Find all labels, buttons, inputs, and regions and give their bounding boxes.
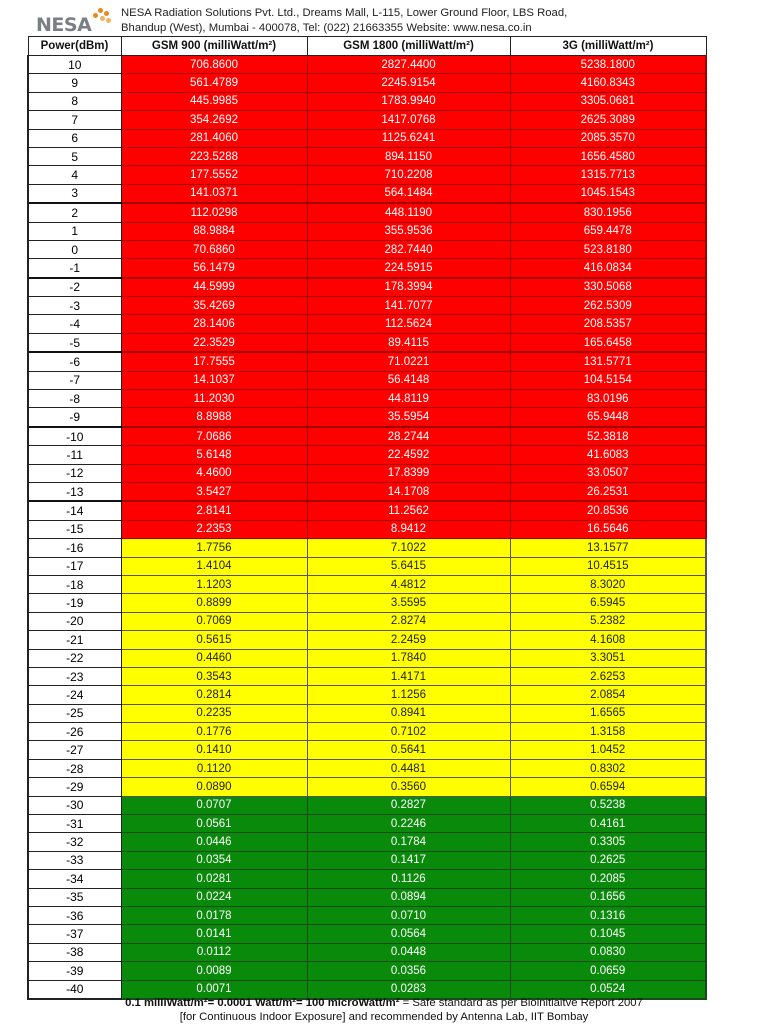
gsm1800-cell: 0.5641 [307,741,510,759]
table-row [28,667,706,685]
3g-cell: 0.1656 [510,888,706,906]
power-cell: -19 [28,594,121,612]
table-row [28,741,706,759]
power-cell: -28 [28,759,121,777]
gsm900-cell: 3.5427 [121,482,307,501]
gsm900-cell: 0.4460 [121,649,307,667]
gsm900-cell: 1.4104 [121,557,307,575]
gsm1800-cell: 89.4115 [307,333,510,352]
3g-cell: 65.9448 [510,408,706,427]
gsm1800-cell: 1783.9940 [307,92,510,110]
power-cell: -25 [28,704,121,722]
gsm1800-cell: 4.4812 [307,575,510,593]
3g-cell: 104.5154 [510,371,706,389]
power-cell: -10 [28,427,121,446]
power-cell: 1 [28,222,121,240]
gsm1800-cell: 224.5915 [307,259,510,278]
table-row [28,222,706,240]
gsm1800-cell: 710.2208 [307,166,510,184]
gsm900-cell: 141.0371 [121,184,307,203]
gsm1800-cell: 35.5954 [307,408,510,427]
3g-cell: 1045.1543 [510,184,706,203]
table-row [28,925,706,943]
gsm1800-cell: 0.2827 [307,796,510,814]
table-body [28,56,706,999]
table-row [28,203,706,222]
power-cell: -34 [28,870,121,888]
footer-standard-text: = Safe standard as per Bioinitiaitve Report 2007 [399,997,643,1009]
gsm900-cell: 14.1037 [121,371,307,389]
3g-cell: 0.2625 [510,851,706,869]
power-cell: -8 [28,390,121,408]
table-row [28,539,706,557]
gsm1800-cell: 2.8274 [307,612,510,630]
gsm900-cell: 8.8988 [121,408,307,427]
gsm900-cell: 561.4789 [121,74,307,92]
table-row [28,833,706,851]
3g-cell: 1.0452 [510,741,706,759]
gsm900-cell: 2.8141 [121,501,307,520]
gsm1800-cell: 0.0710 [307,906,510,924]
gsm900-cell: 7.0686 [121,427,307,446]
3g-cell: 0.5238 [510,796,706,814]
gsm1800-cell: 112.5624 [307,315,510,333]
gsm1800-cell: 1417.0768 [307,111,510,129]
gsm900-cell: 17.7555 [121,352,307,371]
power-cell: -13 [28,482,121,501]
power-cell: -20 [28,612,121,630]
3g-cell: 20.8536 [510,501,706,520]
3g-cell: 416.0834 [510,259,706,278]
table-row [28,723,706,741]
3g-cell: 1315.7713 [510,166,706,184]
3g-cell: 4.1608 [510,631,706,649]
3g-cell: 830.1956 [510,203,706,222]
power-cell: -36 [28,906,121,924]
gsm900-cell: 354.2692 [121,111,307,129]
3g-cell: 2.6253 [510,667,706,685]
table-row [28,129,706,147]
power-cell: 2 [28,203,121,222]
gsm1800-cell: 1125.6241 [307,129,510,147]
gsm1800-cell: 28.2744 [307,427,510,446]
table-row [28,56,706,74]
3g-cell: 8.3020 [510,575,706,593]
table-row [28,962,706,980]
power-cell: 5 [28,147,121,165]
table-row [28,704,706,722]
gsm900-cell: 177.5552 [121,166,307,184]
power-cell: -30 [28,796,121,814]
3g-cell: 523.8180 [510,240,706,258]
table-row [28,943,706,961]
table-row [28,333,706,352]
company-address [121,6,567,36]
gsm1800-cell: 2827.4400 [307,56,510,74]
power-cell: -31 [28,815,121,833]
3g-cell: 83.0196 [510,390,706,408]
3g-cell: 1.3158 [510,723,706,741]
gsm900-cell: 1.7756 [121,539,307,557]
gsm1800-cell: 355.9536 [307,222,510,240]
gsm1800-cell: 282.7440 [307,240,510,258]
gsm900-cell: 0.0141 [121,925,307,943]
power-cell: -6 [28,352,121,371]
3g-cell: 41.6083 [510,446,706,464]
gsm1800-cell: 0.1126 [307,870,510,888]
gsm900-cell: 56.1479 [121,259,307,278]
power-cell: 6 [28,129,121,147]
table-row [28,557,706,575]
power-cell: -27 [28,741,121,759]
power-cell: -17 [28,557,121,575]
table-row [28,408,706,427]
power-cell: -4 [28,315,121,333]
3g-cell: 16.5646 [510,520,706,538]
power-cell: -7 [28,371,121,389]
address-line-2: Bhandup (West), Mumbai - 400078, Tel: (022) 21663355 Website: www.nesa.co.in [121,22,532,34]
3g-cell: 2085.3570 [510,129,706,147]
table-row [28,631,706,649]
3g-cell: 1.6565 [510,704,706,722]
table-row [28,315,706,333]
gsm1800-cell: 56.4148 [307,371,510,389]
table-row [28,649,706,667]
power-density-table [27,36,707,1000]
logo-dots-icon [90,8,112,24]
gsm900-cell: 44.5999 [121,278,307,297]
gsm1800-cell: 17.8399 [307,464,510,482]
3g-cell: 262.5309 [510,297,706,315]
gsm1800-cell: 0.1417 [307,851,510,869]
3g-cell: 0.4161 [510,815,706,833]
table-row [28,390,706,408]
gsm900-cell: 0.1120 [121,759,307,777]
gsm900-cell: 5.6148 [121,446,307,464]
gsm1800-cell: 0.3560 [307,778,510,796]
gsm900-cell: 0.0224 [121,888,307,906]
gsm1800-cell: 71.0221 [307,352,510,371]
3g-cell: 6.5945 [510,594,706,612]
gsm900-cell: 0.7069 [121,612,307,630]
gsm900-cell: 0.2814 [121,686,307,704]
power-cell: -21 [28,631,121,649]
3g-cell: 0.3305 [510,833,706,851]
power-cell: 4 [28,166,121,184]
3g-cell: 52.3818 [510,427,706,446]
gsm1800-cell: 14.1708 [307,482,510,501]
gsm900-cell: 22.3529 [121,333,307,352]
gsm900-cell: 0.8899 [121,594,307,612]
gsm1800-cell: 7.1022 [307,539,510,557]
power-cell: -12 [28,464,121,482]
table-row [28,575,706,593]
3g-cell: 33.0507 [510,464,706,482]
table-row [28,427,706,446]
table-row [28,278,706,297]
gsm900-cell: 0.1776 [121,723,307,741]
gsm1800-cell: 3.5595 [307,594,510,612]
gsm1800-cell: 0.0448 [307,943,510,961]
gsm1800-cell: 0.8941 [307,704,510,722]
3g-cell: 0.6594 [510,778,706,796]
power-cell: -38 [28,943,121,961]
power-cell: -18 [28,575,121,593]
gsm900-cell: 0.0561 [121,815,307,833]
table-row [28,759,706,777]
gsm900-cell: 0.5615 [121,631,307,649]
3g-cell: 330.5068 [510,278,706,297]
power-cell: -32 [28,833,121,851]
gsm1800-cell: 894.1150 [307,147,510,165]
gsm1800-cell: 1.1256 [307,686,510,704]
gsm900-cell: 0.0089 [121,962,307,980]
3g-cell: 0.0524 [510,980,706,999]
power-cell: -23 [28,667,121,685]
table-row [28,870,706,888]
table-row [28,147,706,165]
table-row [28,594,706,612]
gsm900-cell: 0.3543 [121,667,307,685]
table-row [28,906,706,924]
gsm900-cell: 281.4060 [121,129,307,147]
gsm900-cell: 112.0298 [121,203,307,222]
3g-cell: 10.4515 [510,557,706,575]
3g-cell: 659.4478 [510,222,706,240]
gsm900-cell: 0.0707 [121,796,307,814]
gsm900-cell: 0.0281 [121,870,307,888]
power-cell: 8 [28,92,121,110]
footer-unit-equivalence: 0.1 milliWatt/m²= 0.0001 Watt/m²= 100 microWatt/m² [125,997,400,1009]
power-cell: -2 [28,278,121,297]
gsm1800-cell: 0.0894 [307,888,510,906]
power-cell: -1 [28,259,121,278]
logo-text: NESA [36,14,92,36]
gsm900-cell: 2.2353 [121,520,307,538]
table-row [28,501,706,520]
gsm1800-cell: 0.4481 [307,759,510,777]
gsm1800-cell: 178.3994 [307,278,510,297]
3g-cell: 5238.1800 [510,56,706,74]
gsm900-cell: 0.0112 [121,943,307,961]
gsm1800-cell: 2.2459 [307,631,510,649]
table-row [28,778,706,796]
gsm1800-cell: 0.0283 [307,980,510,999]
gsm1800-cell: 2245.9154 [307,74,510,92]
gsm1800-cell: 0.0564 [307,925,510,943]
gsm1800-cell: 44.8119 [307,390,510,408]
3g-cell: 2625.3089 [510,111,706,129]
gsm900-cell: 445.9985 [121,92,307,110]
table-row [28,446,706,464]
power-cell: -5 [28,333,121,352]
table-row [28,297,706,315]
table-row [28,259,706,278]
table-row [28,74,706,92]
table-header-row [28,37,706,56]
3g-cell: 3.3051 [510,649,706,667]
gsm1800-cell: 564.1484 [307,184,510,203]
footer-note-line-1 [0,997,768,1009]
table-row [28,166,706,184]
3g-cell: 26.2531 [510,482,706,501]
gsm900-cell: 70.6860 [121,240,307,258]
table-row [28,815,706,833]
gsm1800-cell: 1.7840 [307,649,510,667]
power-cell: -40 [28,980,121,999]
column-header-3g: 3G (milliWatt/m²) [510,37,706,56]
power-cell: -3 [28,297,121,315]
gsm1800-cell: 0.0356 [307,962,510,980]
table-row [28,240,706,258]
gsm1800-cell: 0.7102 [307,723,510,741]
power-cell: 7 [28,111,121,129]
gsm900-cell: 35.4269 [121,297,307,315]
3g-cell: 0.0830 [510,943,706,961]
gsm900-cell: 1.1203 [121,575,307,593]
gsm1800-cell: 8.9412 [307,520,510,538]
power-cell: 0 [28,240,121,258]
table-row [28,371,706,389]
table-row [28,482,706,501]
3g-cell: 208.5357 [510,315,706,333]
power-cell: -16 [28,539,121,557]
gsm900-cell: 0.1410 [121,741,307,759]
footer-note-line-2: [for Continuous Indoor Exposure] and recommended by Antenna Lab, IIT Bombay [179,1011,589,1023]
power-cell: -33 [28,851,121,869]
power-cell: 10 [28,56,121,74]
gsm900-cell: 223.5288 [121,147,307,165]
gsm1800-cell: 141.7077 [307,297,510,315]
gsm900-cell: 88.9884 [121,222,307,240]
column-header-gsm900: GSM 900 (milliWatt/m²) [121,37,307,56]
gsm900-cell: 706.8600 [121,56,307,74]
3g-cell: 2.0854 [510,686,706,704]
3g-cell: 131.5771 [510,352,706,371]
power-cell: -29 [28,778,121,796]
power-cell: -11 [28,446,121,464]
gsm1800-cell: 1.4171 [307,667,510,685]
table-row [28,92,706,110]
table-row [28,352,706,371]
gsm1800-cell: 5.6415 [307,557,510,575]
column-header-gsm1800: GSM 1800 (milliWatt/m²) [307,37,510,56]
gsm1800-cell: 448.1190 [307,203,510,222]
gsm900-cell: 0.0071 [121,980,307,999]
3g-cell: 13.1577 [510,539,706,557]
gsm900-cell: 0.0178 [121,906,307,924]
gsm1800-cell: 0.1784 [307,833,510,851]
table-row [28,612,706,630]
3g-cell: 1656.4580 [510,147,706,165]
gsm900-cell: 0.0354 [121,851,307,869]
gsm1800-cell: 0.2246 [307,815,510,833]
gsm900-cell: 11.2030 [121,390,307,408]
power-cell: -15 [28,520,121,538]
gsm1800-cell: 11.2562 [307,501,510,520]
gsm900-cell: 0.2235 [121,704,307,722]
column-header-power: Power(dBm) [28,37,121,56]
gsm900-cell: 28.1406 [121,315,307,333]
power-cell: 9 [28,74,121,92]
power-cell: -22 [28,649,121,667]
3g-cell: 0.1045 [510,925,706,943]
table-row [28,184,706,203]
3g-cell: 0.2085 [510,870,706,888]
table-row [28,520,706,538]
power-cell: -14 [28,501,121,520]
3g-cell: 4160.8343 [510,74,706,92]
gsm900-cell: 0.0446 [121,833,307,851]
power-cell: -9 [28,408,121,427]
address-line-1: NESA Radiation Solutions Pvt. Ltd., Dreams Mall, L-115, Lower Ground Floor, LBS Road, [121,7,568,19]
table-row [28,686,706,704]
3g-cell: 165.6458 [510,333,706,352]
power-cell: -24 [28,686,121,704]
gsm900-cell: 4.4600 [121,464,307,482]
table-row [28,464,706,482]
table-row [28,851,706,869]
gsm1800-cell: 22.4592 [307,446,510,464]
3g-cell: 0.1316 [510,906,706,924]
3g-cell: 0.0659 [510,962,706,980]
3g-cell: 0.8302 [510,759,706,777]
table-row [28,888,706,906]
power-cell: 3 [28,184,121,203]
3g-cell: 5.2382 [510,612,706,630]
power-cell: -26 [28,723,121,741]
power-cell: -39 [28,962,121,980]
power-cell: -37 [28,925,121,943]
power-cell: -35 [28,888,121,906]
table-row [28,796,706,814]
table-row [28,111,706,129]
nesa-logo [36,12,116,36]
gsm900-cell: 0.0890 [121,778,307,796]
3g-cell: 3305.0681 [510,92,706,110]
